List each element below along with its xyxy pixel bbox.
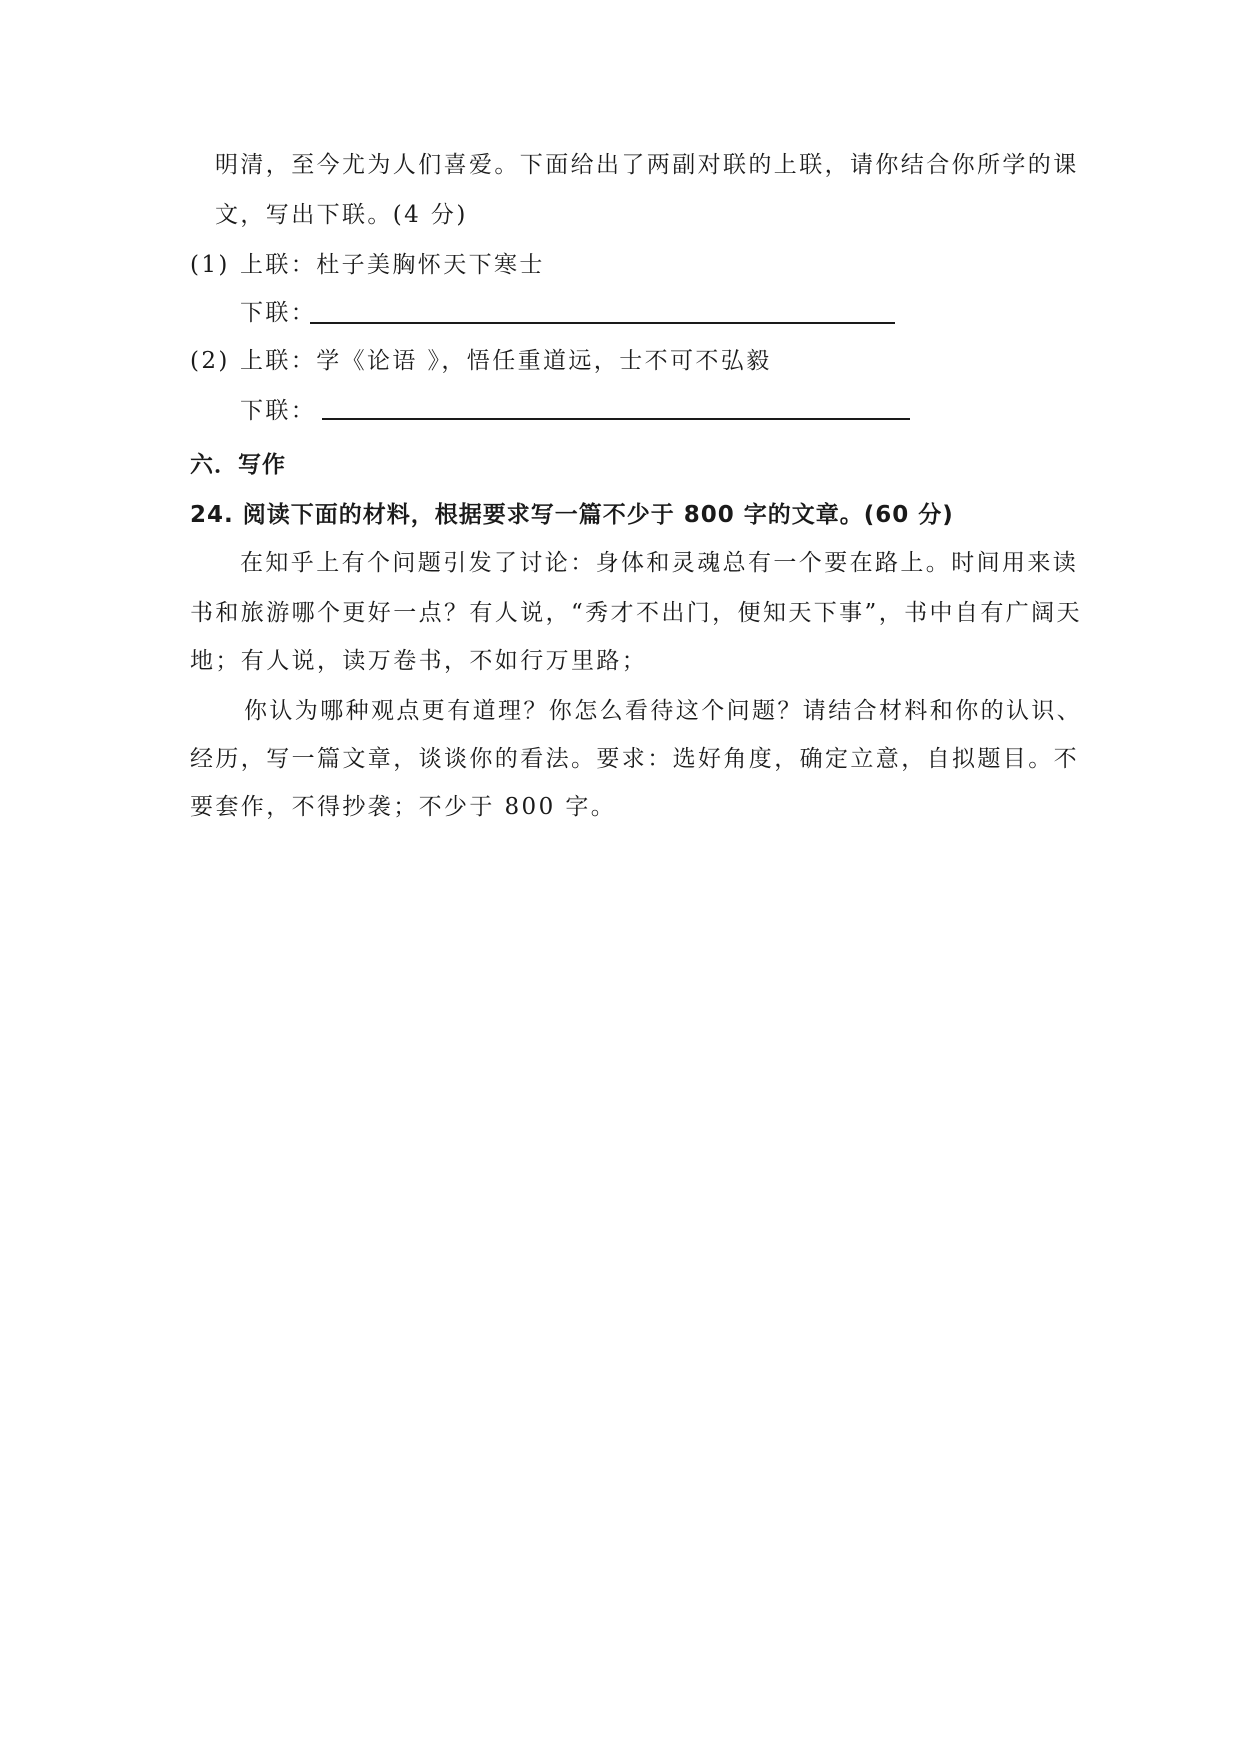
intro-line-1: 明清，至今尤为人们喜爱。下面给出了两副对联的上联，请你结合你所学的课 <box>215 152 1079 178</box>
couplet-2-number: (2) <box>190 348 230 374</box>
material-line-3: 地；有人说，读万卷书，不如行万里路； <box>190 648 648 674</box>
couplet-1-number: (1) <box>190 252 230 278</box>
prompt-line-2: 经历，写一篇文章，谈谈你的看法。要求：选好角度，确定立意，自拟题目。不 <box>190 746 1079 772</box>
couplet-1-lower-label: 下联： <box>240 300 317 326</box>
couplet-2-lower-label: 下联： <box>240 398 317 424</box>
material-line-2: 书和旅游哪个更好一点？有人说，“秀才不出门，便知天下事”，书中自有广阔天 <box>190 600 1082 626</box>
couplet-1-upper: 上联：杜子美胸怀天下寒士 <box>240 252 545 278</box>
question-24: 24. 阅读下面的材料，根据要求写一篇不少于 800 字的文章。(60 分) <box>190 502 954 528</box>
couplet-2-answer-blank[interactable] <box>322 418 910 420</box>
intro-line-2: 文，写出下联。(4 分) <box>215 202 468 228</box>
couplet-1-answer-blank[interactable] <box>310 322 895 324</box>
section-heading: 六．写作 <box>190 452 286 478</box>
material-line-1: 在知乎上有个问题引发了讨论：身体和灵魂总有一个要在路上。时间用来读 <box>240 550 1079 576</box>
prompt-line-3: 要套作，不得抄袭；不少于 800 字。 <box>190 794 617 820</box>
couplet-2-upper: 上联：学《论语 》，悟任重道远，士不可不弘毅 <box>240 348 772 374</box>
prompt-line-1: 你认为哪种观点更有道理？你怎么看待这个问题？请结合材料和你的认识、 <box>244 698 1083 724</box>
